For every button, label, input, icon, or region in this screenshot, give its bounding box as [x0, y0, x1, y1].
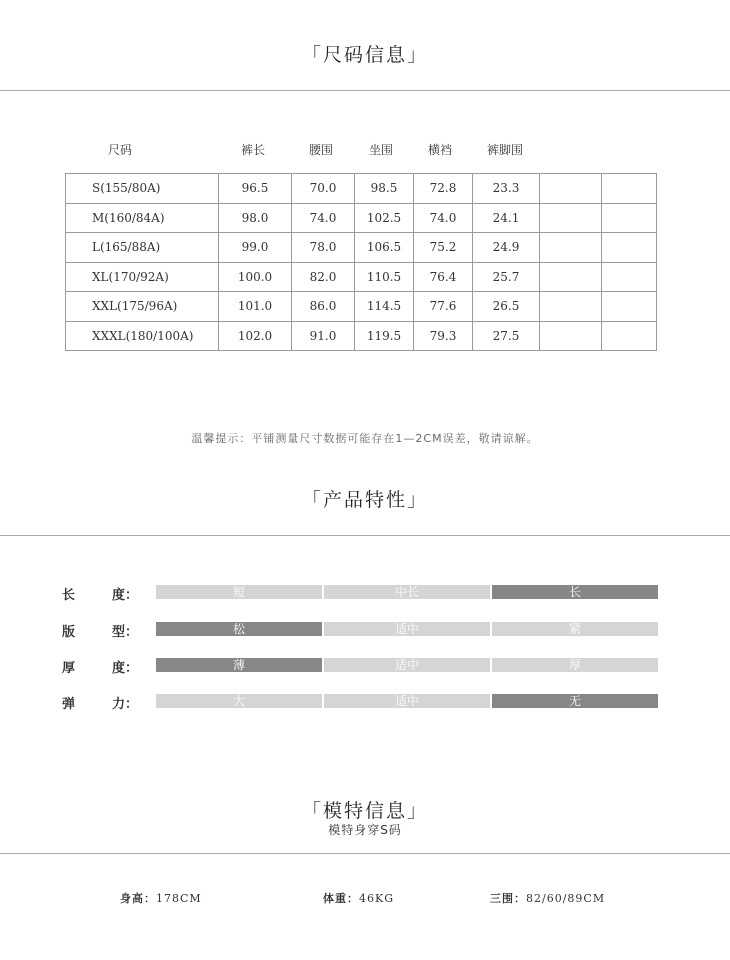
model-measurements-value: 82/60/89CM: [526, 892, 606, 905]
cell-leg-opening: 27.5: [473, 321, 540, 351]
model-height-label: 身高：: [120, 892, 156, 905]
empty-cell: [602, 233, 657, 263]
empty-cell: [540, 262, 602, 292]
feature-option: 适中: [324, 694, 490, 708]
feature-option: 紧: [492, 622, 658, 636]
cell-row-size: XXXL(180/100A): [66, 321, 219, 351]
cell-pants-length: 96.5: [219, 174, 292, 204]
feature-label-part: 弹: [62, 697, 76, 712]
cell-pants-length: 101.0: [219, 292, 292, 322]
feature-label-part: 型：: [111, 625, 138, 640]
table-row: [66, 203, 657, 233]
feature-option: 适中: [324, 658, 490, 672]
feature-label-part: 长: [62, 588, 76, 603]
cell-hip: 119.5: [355, 321, 414, 351]
feature-option-selected: 薄: [156, 658, 322, 672]
model-info-subtitle: 模特身穿S码: [328, 823, 402, 837]
model-info-divider: [0, 853, 730, 854]
empty-cell: [540, 321, 602, 351]
feature-label-part: 厚: [62, 661, 76, 676]
feature-label-part: 度：: [111, 661, 138, 676]
cell-leg-opening: 25.7: [473, 262, 540, 292]
feature-option-selected: 无: [492, 694, 658, 708]
size-info-divider: [0, 90, 730, 91]
cell-row-size: S(155/80A): [66, 174, 219, 204]
empty-cell: [602, 321, 657, 351]
header-thigh: 横裆: [427, 143, 452, 157]
cell-thigh: 74.0: [414, 203, 473, 233]
table-row: [66, 292, 657, 322]
measurement-tip: 温馨提示：平铺测量尺寸数据可能存在1—2CM误差，敬请谅解。: [191, 432, 539, 445]
cell-leg-opening: 23.3: [473, 174, 540, 204]
cell-leg-opening: 26.5: [473, 292, 540, 322]
empty-cell: [540, 174, 602, 204]
empty-cell: [540, 203, 602, 233]
empty-cell: [540, 233, 602, 263]
feature-option: 短: [156, 585, 322, 599]
cell-thigh: 76.4: [414, 262, 473, 292]
feature-label-part: 度：: [111, 588, 138, 603]
table-row: [66, 174, 657, 204]
empty-cell: [602, 292, 657, 322]
feature-label-part: 版: [62, 625, 76, 640]
cell-row-size: M(160/84A): [66, 203, 219, 233]
feature-label-part: 力：: [111, 697, 138, 712]
table-row: [66, 233, 657, 263]
cell-row-size: XXL(175/96A): [66, 292, 219, 322]
feature-option-selected: 长: [492, 585, 658, 599]
cell-thigh: 72.8: [414, 174, 473, 204]
product-features-title: 「产品特性」: [301, 489, 428, 511]
cell-pants-length: 102.0: [219, 321, 292, 351]
feature-option: 中长: [324, 585, 490, 599]
empty-cell: [602, 203, 657, 233]
model-height-value: 178CM: [156, 892, 202, 905]
cell-waist: 70.0: [292, 174, 355, 204]
empty-cell: [602, 262, 657, 292]
cell-pants-length: 98.0: [219, 203, 292, 233]
empty-cell: [540, 292, 602, 322]
cell-hip: 110.5: [355, 262, 414, 292]
cell-leg-opening: 24.9: [473, 233, 540, 263]
cell-row-size: L(165/88A): [66, 233, 219, 263]
cell-hip: 102.5: [355, 203, 414, 233]
cell-waist: 82.0: [292, 262, 355, 292]
feature-label: [62, 693, 138, 712]
cell-hip: 114.5: [355, 292, 414, 322]
feature-label: [62, 621, 138, 640]
feature-option: 适中: [324, 622, 490, 636]
size-info-title: 「尺码信息」: [301, 44, 428, 66]
product-features-divider: [0, 535, 730, 536]
feature-option-selected: 松: [156, 622, 322, 636]
cell-thigh: 75.2: [414, 233, 473, 263]
feature-label: [62, 657, 138, 676]
model-weight: [323, 890, 394, 906]
cell-hip: 98.5: [355, 174, 414, 204]
empty-cell: [602, 174, 657, 204]
model-weight-value: 46KG: [359, 892, 395, 905]
cell-waist: 78.0: [292, 233, 355, 263]
cell-pants-length: 99.0: [219, 233, 292, 263]
header-waist: 腰围: [308, 143, 333, 157]
cell-thigh: 77.6: [414, 292, 473, 322]
cell-waist: 91.0: [292, 321, 355, 351]
header-leg-opening: 裤脚围: [486, 143, 523, 157]
cell-thigh: 79.3: [414, 321, 473, 351]
cell-hip: 106.5: [355, 233, 414, 263]
size-table: [65, 173, 657, 351]
header-hip: 坐围: [368, 143, 393, 157]
model-info-title: 「模特信息」: [301, 800, 428, 822]
cell-waist: 74.0: [292, 203, 355, 233]
header-pants-length: 裤长: [240, 143, 265, 157]
model-height: [120, 890, 202, 906]
model-weight-label: 体重：: [323, 892, 359, 905]
table-row: [66, 262, 657, 292]
cell-row-size: XL(170/92A): [66, 262, 219, 292]
table-row: [66, 321, 657, 351]
cell-leg-opening: 24.1: [473, 203, 540, 233]
model-measurements: [490, 890, 605, 906]
header-size: 尺码: [107, 143, 132, 157]
feature-option: 厚: [492, 658, 658, 672]
model-measurements-label: 三围：: [490, 892, 526, 905]
feature-label: [62, 584, 138, 603]
feature-option: 大: [156, 694, 322, 708]
cell-waist: 86.0: [292, 292, 355, 322]
cell-pants-length: 100.0: [219, 262, 292, 292]
